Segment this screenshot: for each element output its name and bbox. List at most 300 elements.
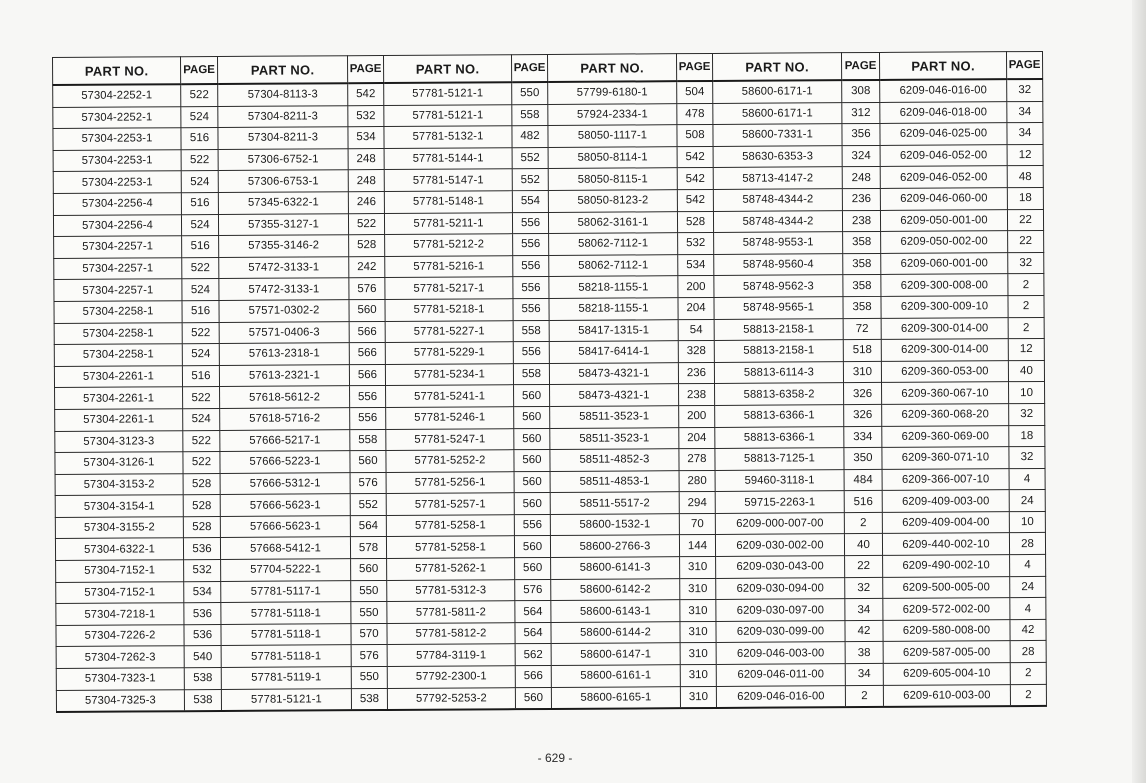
page-cell: 200 (679, 405, 715, 427)
page-cell: 576 (351, 645, 387, 667)
part-number-cell: 58511-4852-3 (550, 449, 679, 471)
page-cell: 556 (513, 298, 549, 320)
part-number-cell: 58600-6144-2 (551, 622, 680, 644)
part-number-cell: 6209-030-097-00 (716, 599, 845, 621)
page-cell: 534 (184, 581, 221, 603)
part-number-cell: 57304-7262-3 (56, 646, 184, 668)
page-cell: 524 (181, 171, 218, 193)
page-cell: 18 (1009, 425, 1045, 447)
page-cell: 310 (680, 643, 716, 665)
part-number-cell: 57781-5118-1 (221, 645, 351, 667)
page-cell: 516 (182, 365, 219, 387)
page-cell: 40 (844, 534, 882, 556)
page-cell: 528 (183, 495, 220, 517)
part-number-cell: 58813-2158-1 (714, 318, 843, 340)
part-number-cell: 57781-5312-3 (387, 579, 515, 601)
part-number-cell: 57781-5218-1 (385, 299, 513, 321)
page-cell: 278 (679, 449, 715, 471)
page-cell: 538 (184, 668, 221, 690)
page-cell: 522 (183, 452, 220, 474)
part-number-cell: 58600-6171-1 (713, 80, 842, 103)
part-number-cell: 6209-580-008-00 (883, 620, 1010, 642)
part-number-cell: 6209-030-099-00 (716, 621, 845, 643)
part-number-cell: 6209-360-053-00 (881, 360, 1008, 382)
part-number-cell: 6209-046-016-00 (880, 79, 1007, 102)
part-number-cell: 57666-5217-1 (220, 429, 350, 451)
page-cell: 558 (513, 363, 549, 385)
page-cell: 554 (512, 190, 548, 212)
page-cell: 242 (349, 256, 385, 278)
page-cell: 22 (845, 555, 883, 577)
page-cell: 358 (843, 275, 881, 297)
part-number-cell: 6209-300-014-00 (881, 317, 1008, 339)
part-number-cell: 58813-6114-3 (714, 361, 843, 383)
part-number-cell: 57355-3127-1 (218, 213, 348, 235)
page-cell: 32 (1008, 252, 1044, 274)
page-cell: 524 (182, 279, 219, 301)
part-number-cell: 58600-6171-1 (713, 102, 842, 124)
part-number-cell: 6209-046-060-00 (880, 188, 1007, 210)
page-cell: 236 (842, 188, 880, 210)
page-cell: 22 (1008, 231, 1044, 253)
page-cell: 238 (679, 384, 715, 406)
page-cell: 310 (680, 600, 716, 622)
page-header: PAGE (511, 54, 547, 82)
page-cell: 40 (1008, 360, 1044, 382)
page-cell: 516 (844, 491, 882, 513)
page-cell: 38 (845, 642, 883, 664)
page-cell: 576 (350, 472, 386, 494)
page-cell: 32 (1009, 447, 1045, 469)
part-number-cell: 57781-5121-1 (384, 104, 512, 126)
page-cell: 350 (844, 448, 882, 470)
page-cell: 324 (842, 145, 880, 167)
page-cell: 2 (1008, 274, 1044, 296)
part-number-cell: 57304-2257-1 (54, 257, 182, 279)
page-cell: 556 (512, 212, 548, 234)
page-cell: 522 (181, 84, 218, 106)
part-number-cell: 58062-3161-1 (548, 211, 677, 233)
page-cell: 2 (845, 685, 883, 707)
page-cell: 248 (842, 167, 880, 189)
part-number-cell: 57304-2256-4 (53, 193, 181, 215)
part-number-cell: 57304-2257-1 (54, 236, 182, 258)
table-body (53, 79, 1047, 712)
page-cell: 534 (678, 254, 714, 276)
part-number-cell: 6209-300-014-00 (881, 339, 1008, 361)
page-cell: 534 (348, 127, 384, 149)
part-number-cell: 58600-6165-1 (551, 686, 680, 709)
page-cell: 48 (1007, 166, 1043, 188)
page-cell: 32 (1007, 79, 1043, 101)
page-cell: 310 (843, 361, 881, 383)
part-number-cell: 58511-5517-2 (550, 492, 679, 514)
part-number-cell: 58630-6353-3 (713, 145, 842, 167)
page-cell: 34 (1007, 101, 1043, 123)
page-cell: 538 (184, 689, 221, 711)
part-number-cell: 57781-5118-1 (221, 602, 351, 624)
page-cell: 358 (843, 232, 881, 254)
part-number-cell: 57781-5144-1 (384, 147, 512, 169)
page-cell: 562 (515, 644, 551, 666)
part-number-cell: 57304-2257-1 (54, 279, 182, 301)
part-number-cell: 57613-2318-1 (219, 343, 349, 365)
page-cell: 42 (845, 620, 883, 642)
page-cell: 556 (513, 234, 549, 256)
page-cell: 524 (181, 106, 218, 128)
part-number-cell: 58600-7331-1 (713, 124, 842, 146)
part-number-cell: 57304-3155-2 (55, 517, 183, 539)
page-cell: 516 (182, 300, 219, 322)
page-cell: 12 (1008, 339, 1044, 361)
part-number-cell: 58050-8114-1 (548, 146, 677, 168)
part-number-cell: 57571-0406-3 (219, 321, 349, 343)
page-cell: 560 (514, 536, 550, 558)
page-cell: 334 (844, 426, 882, 448)
page-cell: 522 (182, 257, 219, 279)
page-cell: 312 (842, 102, 880, 124)
page-cell: 478 (677, 103, 713, 125)
page-cell: 560 (514, 428, 550, 450)
part-number-cell: 6209-046-052-00 (880, 144, 1007, 166)
part-number-cell: 58748-4344-2 (713, 189, 842, 211)
page-cell: 558 (512, 104, 548, 126)
page-cell: 542 (677, 189, 713, 211)
page-cell: 532 (348, 105, 384, 127)
page-cell: 536 (183, 538, 220, 560)
page-cell: 248 (348, 148, 384, 170)
page-cell: 516 (181, 192, 218, 214)
page-cell: 524 (181, 214, 218, 236)
page-cell: 484 (844, 469, 882, 491)
page-cell: 516 (182, 236, 219, 258)
page-cell: 200 (678, 276, 714, 298)
page-cell: 528 (677, 211, 713, 233)
page-cell: 34 (845, 599, 883, 621)
part-number-cell: 6209-409-003-00 (882, 490, 1009, 512)
page-cell: 522 (182, 322, 219, 344)
page-cell: 28 (1009, 533, 1045, 555)
part-number-cell: 6209-046-025-00 (880, 123, 1007, 145)
part-number-cell: 57306-6753-1 (218, 170, 348, 192)
page-cell: 10 (1009, 382, 1045, 404)
part-number-cell: 57781-5217-1 (385, 277, 513, 299)
part-number-cell: 6209-360-071-10 (882, 447, 1009, 469)
part-number-cell: 6209-490-002-10 (883, 555, 1010, 577)
page-cell: 524 (183, 408, 220, 430)
part-number-cell: 57345-6322-1 (218, 192, 348, 214)
page-cell: 24 (1010, 576, 1046, 598)
part-number-cell: 6209-030-043-00 (716, 556, 845, 578)
page-cell: 10 (1009, 511, 1045, 533)
part-number-cell: 57304-3126-1 (55, 452, 183, 474)
part-number-cell: 57781-5121-1 (384, 82, 512, 105)
page-cell: 310 (680, 557, 716, 579)
part-number-cell: 57472-3133-1 (219, 278, 349, 300)
part-number-cell: 57781-5227-1 (385, 320, 513, 342)
page-cell: 238 (842, 210, 880, 232)
page-cell: 576 (515, 579, 551, 601)
page-cell: 28 (1010, 641, 1046, 663)
part-number-cell: 57304-3153-2 (55, 473, 183, 495)
part-number-cell: 58748-9560-4 (714, 253, 843, 275)
part-number-cell: 58218-1155-1 (549, 298, 678, 320)
part-number-cell: 57781-5211-1 (384, 212, 512, 234)
part-number-cell: 57618-5612-2 (220, 386, 350, 408)
page-cell: 558 (513, 320, 549, 342)
part-number-cell: 57781-5256-1 (386, 471, 514, 493)
page-cell: 236 (678, 362, 714, 384)
table-row (56, 684, 1046, 712)
part-number-cell: 58600-2766-3 (550, 535, 679, 557)
page-cell: 524 (182, 344, 219, 366)
part-number-cell: 57781-5247-1 (386, 428, 514, 450)
page-header: PAGE (676, 53, 712, 81)
part-number-cell: 57781-5262-1 (387, 558, 515, 580)
part-number-cell: 58473-4321-1 (550, 384, 679, 406)
part-number-cell: 58748-9553-1 (714, 232, 843, 254)
part-number-cell: 6209-605-004-10 (883, 663, 1010, 685)
page-cell: 54 (678, 319, 714, 341)
part-number-cell: 57304-6322-1 (55, 538, 183, 560)
part-number-cell: 57781-5258-1 (386, 515, 514, 537)
part-number-cell: 57306-6752-1 (218, 148, 348, 170)
page-header: PAGE (181, 56, 218, 84)
page-cell: 4 (1009, 468, 1045, 490)
page-cell: 528 (183, 516, 220, 538)
part-number-cell: 57304-2261-1 (54, 365, 182, 387)
page-cell: 18 (1007, 187, 1043, 209)
part-number-cell: 58813-6358-2 (715, 383, 844, 405)
part-number-cell: 57792-5253-2 (387, 687, 515, 710)
page-cell: 564 (515, 622, 551, 644)
part-number-cell: 57304-8113-3 (218, 83, 348, 106)
part-number-cell: 6209-500-005-00 (883, 576, 1010, 598)
page-cell: 358 (843, 296, 881, 318)
page-cell: 32 (845, 577, 883, 599)
parts-index-table (52, 51, 1047, 713)
page-cell: 550 (351, 666, 387, 688)
part-number-cell: 59460-3118-1 (715, 469, 844, 491)
page-cell: 2 (1010, 662, 1046, 684)
part-number-cell: 6209-046-018-00 (880, 101, 1007, 123)
part-number-cell: 58600-6161-1 (551, 665, 680, 687)
page-cell: 564 (515, 601, 551, 623)
part-number-cell: 57781-5117-1 (221, 580, 351, 602)
part-number-cell: 57304-7152-1 (56, 581, 184, 603)
part-number-cell: 6209-030-002-00 (715, 534, 844, 556)
page-cell: 326 (844, 383, 882, 405)
part-number-cell: 6209-587-005-00 (883, 641, 1010, 663)
page-cell: 504 (677, 81, 713, 103)
part-number-cell: 57304-2253-1 (53, 149, 181, 171)
part-number-cell: 6209-360-069-00 (882, 425, 1009, 447)
page-cell: 508 (677, 125, 713, 147)
page-cell: 532 (678, 233, 714, 255)
page-cell: 576 (349, 278, 385, 300)
part-number-cell: 57781-5246-1 (386, 407, 514, 429)
page-number: - 629 - (537, 751, 573, 765)
page-cell: 204 (678, 297, 714, 319)
part-number-cell: 57666-5223-1 (220, 451, 350, 473)
part-number-cell: 58417-1315-1 (549, 319, 678, 341)
page-cell: 4 (1010, 598, 1046, 620)
page-cell: 550 (351, 580, 387, 602)
page-cell: 566 (515, 665, 551, 687)
page-cell: 556 (513, 277, 549, 299)
part-number-cell: 57304-2261-1 (55, 409, 183, 431)
part-number-cell: 57613-2321-1 (219, 364, 349, 386)
page-cell: 248 (348, 170, 384, 192)
part-number-cell: 57304-7218-1 (56, 603, 184, 625)
page-cell: 12 (1007, 144, 1043, 166)
part-number-cell: 57781-5216-1 (385, 255, 513, 277)
page-cell: 22 (1007, 209, 1043, 231)
part-number-cell: 58511-3523-1 (550, 427, 679, 449)
part-number-cell: 57304-3123-3 (55, 430, 183, 452)
part-number-cell: 57781-5257-1 (386, 493, 514, 515)
part-number-cell: 58813-6366-1 (715, 405, 844, 427)
part-number-cell: 57781-5132-1 (384, 126, 512, 148)
page-cell: 308 (842, 80, 880, 102)
page-cell: 34 (845, 663, 883, 685)
part-number-cell: 57781-5121-1 (221, 688, 351, 711)
part-number-cell: 57304-2252-1 (53, 106, 181, 128)
part-number-cell: 6209-300-008-00 (881, 274, 1008, 296)
page-header: PAGE (1006, 51, 1042, 79)
part-number-cell: 58050-1117-1 (548, 125, 677, 147)
page-cell: 294 (679, 492, 715, 514)
page-cell: 556 (513, 342, 549, 364)
part-number-cell: 6209-050-002-00 (881, 231, 1008, 253)
page-cell: 560 (350, 451, 386, 473)
part-number-cell: 6209-050-001-00 (880, 209, 1007, 231)
part-number-cell: 58748-4344-2 (713, 210, 842, 232)
page-cell: 560 (515, 558, 551, 580)
part-number-cell: 58600-6141-3 (551, 557, 680, 579)
part-number-cell: 58062-7112-1 (549, 254, 678, 276)
page-cell: 310 (680, 621, 716, 643)
part-number-cell: 58813-2158-1 (714, 340, 843, 362)
part-number-cell: 6209-046-011-00 (716, 664, 845, 686)
page-cell: 560 (514, 406, 550, 428)
page-cell: 32 (1009, 403, 1045, 425)
part-number-cell: 58600-6142-2 (551, 578, 680, 600)
part-number-cell: 57781-5147-1 (384, 169, 512, 191)
page-cell: 566 (349, 364, 385, 386)
page-cell: 328 (678, 341, 714, 363)
part-number-cell: 57784-3119-1 (387, 644, 515, 666)
page-cell: 522 (181, 149, 218, 171)
page-cell: 560 (349, 299, 385, 321)
part-number-cell: 6209-360-067-10 (882, 382, 1009, 404)
part-number-cell: 6209-610-003-00 (883, 684, 1010, 707)
part-no-header: PART NO. (547, 54, 676, 82)
page-cell: 532 (184, 560, 221, 582)
part-number-cell: 57666-5623-1 (220, 494, 350, 516)
page-cell: 70 (679, 513, 715, 535)
page-cell: 552 (512, 169, 548, 191)
part-number-cell: 57571-0302-2 (219, 300, 349, 322)
page-cell: 2 (844, 512, 882, 534)
part-number-cell: 57618-5716-2 (220, 408, 350, 430)
part-number-cell: 58218-1155-1 (549, 276, 678, 298)
page-cell: 560 (514, 385, 550, 407)
part-number-cell: 58600-1532-1 (550, 514, 679, 536)
part-number-cell: 57304-7325-3 (56, 689, 184, 712)
part-number-cell: 6209-060-001-00 (881, 252, 1008, 274)
page-cell: 536 (184, 624, 221, 646)
page-cell: 550 (512, 82, 548, 104)
page-header: PAGE (347, 55, 383, 83)
page-cell: 540 (184, 646, 221, 668)
part-number-cell: 59715-2263-1 (715, 491, 844, 513)
page-cell: 24 (1009, 490, 1045, 512)
page-cell: 556 (350, 407, 386, 429)
page-cell: 566 (349, 343, 385, 365)
part-number-cell: 6209-046-052-00 (880, 166, 1007, 188)
page-cell: 72 (843, 318, 881, 340)
page-cell: 4 (1010, 555, 1046, 577)
part-number-cell: 6209-409-004-00 (882, 512, 1009, 534)
part-number-cell: 58600-6147-1 (551, 643, 680, 665)
page-cell: 358 (843, 253, 881, 275)
part-number-cell: 6209-300-009-10 (881, 296, 1008, 318)
page-cell: 42 (1010, 619, 1046, 641)
part-number-cell: 58050-8123-2 (548, 190, 677, 212)
part-no-header: PART NO. (217, 56, 347, 84)
part-number-cell: 6209-046-016-00 (716, 685, 845, 708)
part-number-cell: 57304-2253-1 (53, 171, 181, 193)
page-cell: 542 (677, 168, 713, 190)
page-cell: 326 (844, 404, 882, 426)
part-number-cell: 57304-2258-1 (54, 344, 182, 366)
page-cell: 310 (680, 686, 716, 708)
part-number-cell: 58050-8115-1 (548, 168, 677, 190)
page-cell: 310 (680, 664, 716, 686)
part-number-cell: 57304-7226-2 (56, 625, 184, 647)
part-number-cell: 6209-572-002-00 (883, 598, 1010, 620)
page-cell: 528 (183, 473, 220, 495)
part-number-cell: 57781-5229-1 (385, 342, 513, 364)
page-cell: 522 (348, 213, 384, 235)
part-number-cell: 58511-3523-1 (550, 406, 679, 428)
part-number-cell: 6209-360-068-20 (882, 404, 1009, 426)
part-number-cell: 57781-5118-1 (221, 624, 351, 646)
part-no-header: PART NO. (53, 57, 181, 85)
part-number-cell: 57304-2253-1 (53, 128, 181, 150)
part-number-cell: 57781-5119-1 (221, 667, 351, 689)
part-number-cell: 58417-6414-1 (549, 341, 678, 363)
part-number-cell: 57304-8211-3 (218, 105, 348, 127)
page-cell: 564 (350, 515, 386, 537)
part-number-cell: 57781-5148-1 (384, 191, 512, 213)
page-cell: 518 (843, 340, 881, 362)
part-number-cell: 6209-366-007-10 (882, 468, 1009, 490)
part-number-cell: 58062-7112-1 (549, 233, 678, 255)
page-cell: 2 (1008, 317, 1044, 339)
part-number-cell: 57304-2258-1 (54, 301, 182, 323)
part-number-cell: 57304-2252-1 (53, 84, 181, 107)
part-no-header: PART NO. (383, 55, 511, 83)
part-number-cell: 57668-5412-1 (220, 537, 350, 559)
part-number-cell: 6209-030-094-00 (716, 577, 845, 599)
part-number-cell: 58813-7125-1 (715, 448, 844, 470)
part-number-cell: 57304-8211-3 (218, 127, 348, 149)
page-cell: 570 (351, 623, 387, 645)
part-number-cell: 57355-3146-2 (219, 235, 349, 257)
part-number-cell: 57924-2334-1 (548, 103, 677, 125)
